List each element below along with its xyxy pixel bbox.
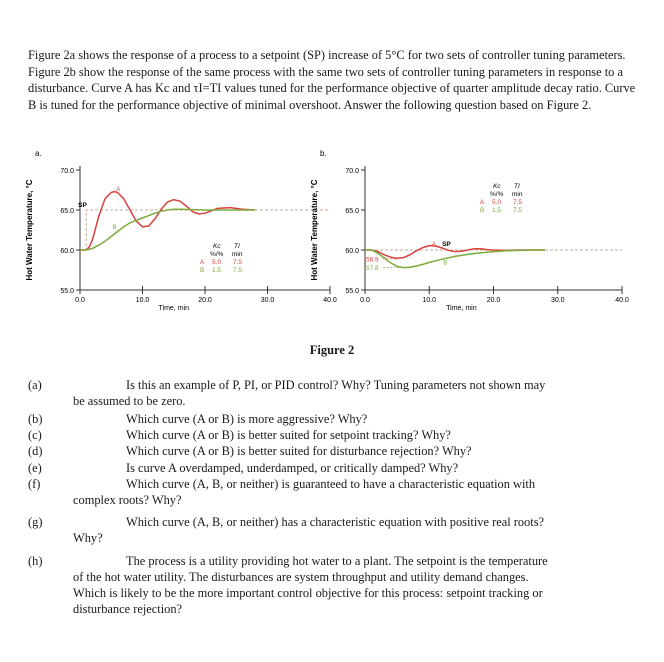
y-tick-label: 70.0 [60, 168, 74, 175]
panel-label: a. [35, 149, 42, 158]
y-extra-tick-label: 58.9 [366, 256, 379, 264]
legend-header-kc: Kc [213, 243, 221, 250]
x-tick-label: 40.0 [323, 297, 337, 304]
question-text-cont: disturbance rejection? [73, 602, 183, 616]
question-c [28, 427, 640, 443]
question-text: Which curve (A, B, or neither) has a characteristic equation with positive real roots? [126, 515, 545, 529]
question-text: The process is a utility providing hot water to a plant. The setpoint is the temperature [126, 554, 548, 568]
legend-unit-ti: min [232, 251, 243, 258]
question-d [28, 443, 640, 459]
y-tick-label: 65.0 [345, 208, 359, 215]
question-text-cont: be assumed to be zero. [73, 394, 186, 408]
legend-header-ti: TI [514, 183, 520, 190]
question-label: (h) [28, 554, 43, 568]
legend-row-kc: 1.5 [492, 207, 502, 214]
setpoint-label: SP [78, 202, 87, 209]
question-e [28, 460, 640, 476]
question-b [28, 411, 640, 427]
x-tick-label: 30.0 [550, 297, 565, 304]
question-label: (a) [28, 378, 42, 392]
question-label: (g) [28, 515, 43, 529]
legend-row-kc: 1.5 [212, 267, 222, 274]
x-tick-label: 30.0 [260, 297, 275, 304]
y-tick-label: 70.0 [345, 168, 359, 175]
legend-row-name: B [200, 267, 205, 274]
x-tick-label: 0.0 [75, 297, 85, 304]
setpoint-label: SP [442, 241, 451, 248]
figure-2b-chart [310, 148, 629, 338]
legend-row-ti: 7.5 [233, 259, 243, 266]
question-h [28, 553, 640, 617]
question-label: (d) [28, 444, 43, 458]
x-tick-label: 10.0 [135, 297, 150, 304]
question-label: (f) [28, 477, 41, 491]
legend-row-ti: 7.5 [233, 267, 243, 274]
question-text: Is curve A overdamped, underdamped, or critically damped? Why? [126, 461, 459, 475]
curve-b-label: B [112, 225, 117, 232]
legend-unit-kc: %/% [490, 191, 504, 198]
x-axis-label: Time, min [446, 305, 477, 312]
x-tick-label: 20.0 [198, 297, 212, 304]
legend-unit-kc: %/% [210, 251, 224, 258]
figure-caption: Figure 2 [309, 343, 355, 357]
question-text: Is this an example of P, PI, or PID control? Why? Tuning parameters not shown may [126, 378, 546, 392]
question-label: (e) [28, 461, 42, 475]
question-text: Which curve (A or B) is better suited for setpoint tracking? Why? [126, 428, 451, 442]
y-tick-label: 55.0 [345, 288, 359, 295]
question-text: Which curve (A or B) is more aggressive? Why? [126, 412, 368, 426]
question-label: (b) [28, 412, 43, 426]
y-axis-label: Hot Water Temperature, °C [25, 179, 34, 281]
question-text-cont: Which is likely to be the more important control objective for this process: setpoint tracking or [73, 586, 543, 600]
question-text: Which curve (A, B, or neither) is guaranteed to have a characteristic equation with [126, 477, 536, 491]
question-text-cont: of the hot water utility. The disturbances are system throughput and utility demand changes. [73, 570, 529, 584]
legend-unit-ti: min [512, 191, 523, 198]
question-text: Which curve (A or B) is better suited for disturbance rejection? Why? [126, 444, 472, 458]
figure-2a-chart [25, 148, 337, 338]
curve-a-label: A [431, 242, 436, 248]
legend-row-ti: 7.5 [513, 199, 523, 206]
y-extra-tick-label: 57.8 [366, 265, 379, 273]
x-tick-label: 10.0 [422, 297, 437, 304]
legend-row-ti: 7.5 [513, 207, 523, 214]
legend-header-kc: Kc [493, 183, 501, 190]
legend-row-name: A [200, 259, 205, 266]
question-label: (c) [28, 428, 42, 442]
y-axis-label: Hot Water Temperature, °C [310, 179, 319, 281]
y-tick-label: 60.0 [345, 248, 359, 255]
x-tick-label: 0.0 [360, 297, 370, 304]
legend-row-kc: 5.0 [212, 259, 222, 266]
legend-header-ti: TI [234, 243, 240, 250]
question-text-cont: Why? [73, 531, 103, 545]
x-axis-label: Time, min [158, 305, 189, 312]
series-a-line [80, 192, 255, 250]
y-tick-label: 65.0 [60, 208, 74, 215]
legend-row-kc: 5.0 [492, 199, 502, 206]
intro-paragraph: Figure 2a shows the response of a process to a setpoint (SP) increase of 5°C for two sets of controller tuning parameters. Figure 2b show the response of the same process with the same two sets of controller tuning parameters in response to a disturbance. Curve A has Kc and τI=TI values tuned for the performance objective of quarter amplitude decay ratio. Curve B is tuned for the performance objective of minimal overshoot. Answer the following question based on Figure 2. [28, 48, 636, 112]
y-tick-label: 55.0 [60, 288, 74, 295]
y-tick-label: 60.0 [60, 248, 74, 255]
legend-row-name: A [480, 199, 485, 206]
series-b-line [80, 209, 255, 250]
setpoint-line [80, 210, 330, 250]
legend-row-name: B [480, 207, 485, 214]
x-tick-label: 20.0 [486, 297, 501, 304]
curve-b-label: B [443, 260, 448, 267]
x-tick-label: 40.0 [615, 297, 629, 304]
question-g [28, 514, 640, 546]
curve-a-label: A [116, 186, 121, 193]
question-f [28, 476, 640, 508]
question-a [28, 377, 640, 409]
question-text-cont: complex roots? Why? [73, 493, 182, 507]
panel-label: b. [320, 149, 327, 158]
